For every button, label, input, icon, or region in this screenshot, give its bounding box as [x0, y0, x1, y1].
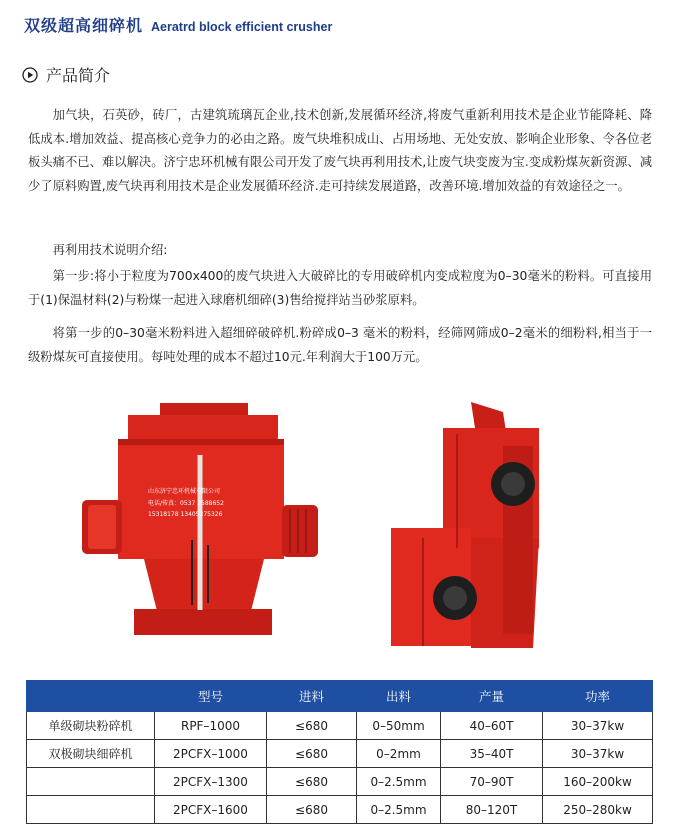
table-cell: ≤680 [267, 712, 357, 740]
table-cell: RPF–1000 [155, 712, 267, 740]
table-cell: 80–120T [441, 796, 543, 824]
table-cell: ≤680 [267, 796, 357, 824]
table-cell: 160–200kw [543, 768, 653, 796]
table-cell: 35–40T [441, 740, 543, 768]
crusher-photo-front [68, 395, 332, 653]
intro-paragraph: 加气块，石英砂，砖厂，古建筑琉璃瓦企业,技术创新,发展循环经济,将废气重新利用技术是企业节能降耗、降低成本.增加效益、提高核心竞争力的必由之路。废气块堆积成山、占用场地、无处安放、影响企业形象、令各位老板头痛不已、难以解决。济宁忠环机械有限公司开发了废气块再利用技术,让废气块变废为宝.变成粉煤灰新资源、减少了原料购置,废气块再利用技术是企业发展循环经济.走可持续发展道路，改善环境.增加效益的有效途径之一。 [28, 108, 652, 193]
step-two-paragraph: 将第一步的0–30毫米粉料进入超细碎破碎机.粉碎成0–3 毫米的粉料，经筛网筛成0–2毫米的细粉料,相当于一级粉煤灰可直接使用。每吨处理的成本不超过10元.年利润大于100万元。 [28, 326, 652, 364]
table-header-row [27, 681, 653, 712]
table-cell: 0–50mm [357, 712, 441, 740]
table-cell: 30–37kw [543, 712, 653, 740]
header-cell: 功率 [543, 681, 653, 712]
header-cell: 出料 [357, 681, 441, 712]
table-cell: 2PCFX–1000 [155, 740, 267, 768]
machine-label-company: 山东济宁忠环机械有限公司 [148, 488, 221, 495]
table-cell: 0–2.5mm [357, 796, 441, 824]
table-cell: 2PCFX–1300 [155, 768, 267, 796]
table-cell: 2PCFX–1600 [155, 796, 267, 824]
table-cell: 40–60T [441, 712, 543, 740]
table-cell: 250–280kw [543, 796, 653, 824]
table-cell: 双极砌块细碎机 [27, 740, 155, 768]
table-row [27, 796, 653, 824]
machine-label-phone: 电话/传真：0537 2588652 [148, 500, 224, 507]
table-row [27, 768, 653, 796]
table-cell: ≤680 [267, 740, 357, 768]
table-cell: 70–90T [441, 768, 543, 796]
title-english: Aeratrd block efficient crusher [151, 20, 333, 34]
table-cell [27, 796, 155, 824]
table-cell: 单级砌块粉碎机 [27, 712, 155, 740]
table-row [27, 712, 653, 740]
header-cell: 型号 [155, 681, 267, 712]
table-cell: 30–37kw [543, 740, 653, 768]
table-cell: 0–2mm [357, 740, 441, 768]
step-one-paragraph: 第一步:将小于粒度为700x400的废气块进入大破碎比的专用破碎机内变成粒度为0–30毫米的粉料。可直接用于(1)保温材料(2)与粉煤一起进入球磨机细碎(3)售给搅拌站当砂浆原料。 [28, 269, 652, 307]
section-label: 产品简介 [46, 66, 111, 85]
table-cell: 0–2.5mm [357, 768, 441, 796]
table-row [27, 740, 653, 768]
tech-intro-heading: 再利用技术说明介绍: [52, 243, 168, 257]
table-cell: ≤680 [267, 768, 357, 796]
crusher-photo-side [383, 398, 558, 656]
machine-label-mobile: 15318178 13405375326 [148, 511, 223, 518]
section-heading [22, 63, 110, 86]
title-chinese: 双级超高细碎机 [24, 16, 144, 35]
page-title [24, 13, 332, 36]
header-cell: 产量 [441, 681, 543, 712]
spec-table [26, 680, 653, 824]
play-circle-icon [22, 67, 38, 83]
header-cell [27, 681, 155, 712]
header-cell: 进料 [267, 681, 357, 712]
table-cell [27, 768, 155, 796]
